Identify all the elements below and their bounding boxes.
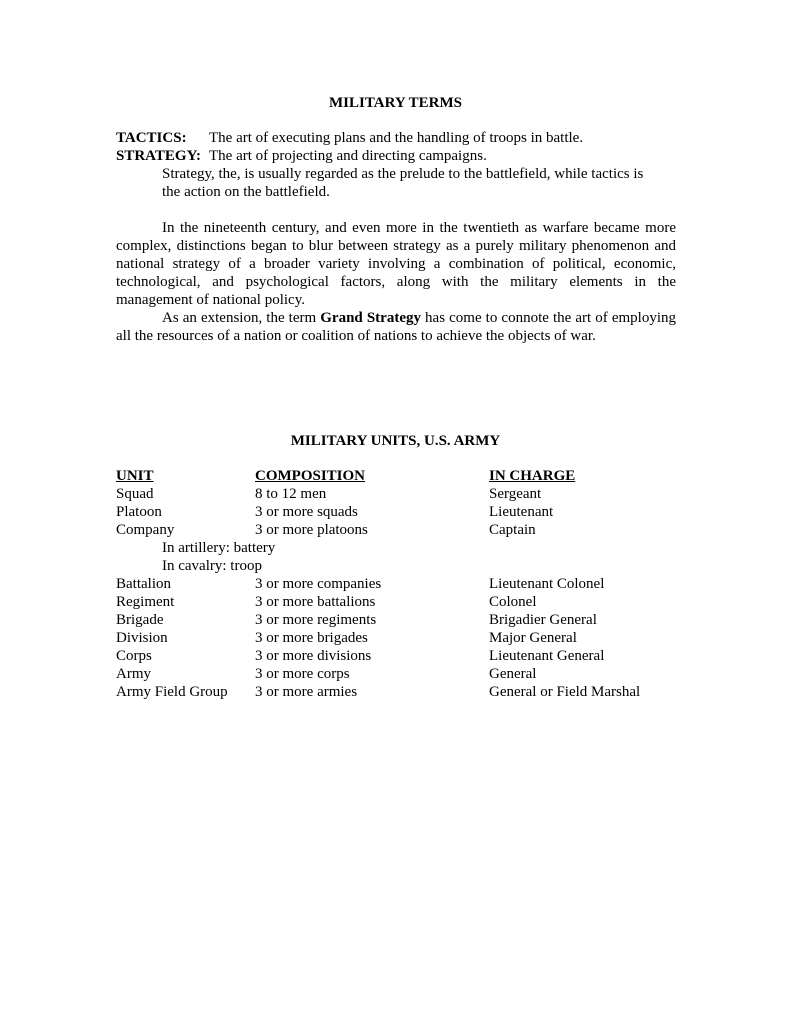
unit-cell: Company [116,522,175,538]
paragraph-nineteenth-century [116,219,676,309]
artillery-note-row [116,539,676,557]
artillery-note: In artillery: battery [162,540,276,556]
composition-cell: 3 or more corps [255,666,350,682]
composition-cell: 3 or more squads [255,504,358,520]
composition-cell: 3 or more platoons [255,522,368,538]
header-in-charge: IN CHARGE [489,468,576,484]
table-row [116,593,676,611]
military-units-title: MILITARY UNITS, U.S. ARMY [290,433,501,449]
in-charge-cell: Major General [489,630,577,646]
header-composition: COMPOSITION [255,468,366,484]
in-charge-cell: Colonel [489,594,537,610]
composition-cell: 3 or more companies [255,576,382,592]
table-row [116,575,676,593]
table-row [116,647,676,665]
unit-cell: Squad [116,486,154,502]
table-row [116,521,676,539]
composition-cell: 3 or more armies [255,684,358,700]
composition-cell: 8 to 12 men [255,486,327,502]
tactics-text: The art of executing plans and the handling of troops in battle. [209,130,584,146]
table-row [116,629,676,647]
paragraph2-before: As an extension, the term [162,310,321,326]
composition-cell: 3 or more regiments [255,612,377,628]
unit-cell: Battalion [116,576,171,592]
strategy-label: STRATEGY: [116,148,202,164]
paragraph1-text: In the nineteenth century, and even more in the twentieth as warfare became more complex, distinctions began to blur between strategy as a purely military phenomenon and national strategy of a broader variety involving a combination of political, economic, technological, and psychological factors, along with the military elements in the management of national policy. [116,220,676,308]
cavalry-note-row [116,557,676,575]
table-row [116,611,676,629]
paragraph2-after: has come to connote the art of employing all the resources of a nation or coalition of nations to achieve the objects of war. [116,310,676,344]
in-charge-cell: General [489,666,537,682]
in-charge-cell: Lieutenant [489,504,554,520]
composition-cell: 3 or more battalions [255,594,376,610]
table-row [116,683,676,701]
composition-cell: 3 or more brigades [255,630,368,646]
strategy-note-line1: Strategy, the, is usually regarded as the prelude to the battlefield, while tactics is [162,166,644,182]
cavalry-note: In cavalry: troop [162,558,262,574]
military-terms-title: MILITARY TERMS [329,95,462,111]
in-charge-cell: Sergeant [489,486,542,502]
table-row [116,665,676,683]
unit-cell: Regiment [116,594,175,610]
strategy-definition [116,147,676,165]
in-charge-cell: Captain [489,522,536,538]
table-row [116,485,676,503]
units-table [116,467,676,701]
tactics-definition [116,129,676,147]
in-charge-cell: Lieutenant Colonel [489,576,605,592]
unit-cell: Brigade [116,612,164,628]
composition-cell: 3 or more divisions [255,648,372,664]
paragraph-grand-strategy [116,309,676,345]
table-header-row [116,467,676,485]
header-unit: UNIT [116,468,154,484]
strategy-note-line2: the action on the battlefield. [162,184,330,200]
unit-cell: Corps [116,648,152,664]
in-charge-cell: General or Field Marshal [489,684,641,700]
in-charge-cell: Lieutenant General [489,648,605,664]
tactics-label: TACTICS: [116,130,187,146]
unit-cell: Army [116,666,151,682]
table-row [116,503,676,521]
strategy-text: The art of projecting and directing campaigns. [209,148,487,164]
unit-cell: Army Field Group [116,684,228,700]
in-charge-cell: Brigadier General [489,612,597,628]
unit-cell: Platoon [116,504,162,520]
unit-cell: Division [116,630,168,646]
grand-strategy-term: Grand Strategy [320,310,421,326]
